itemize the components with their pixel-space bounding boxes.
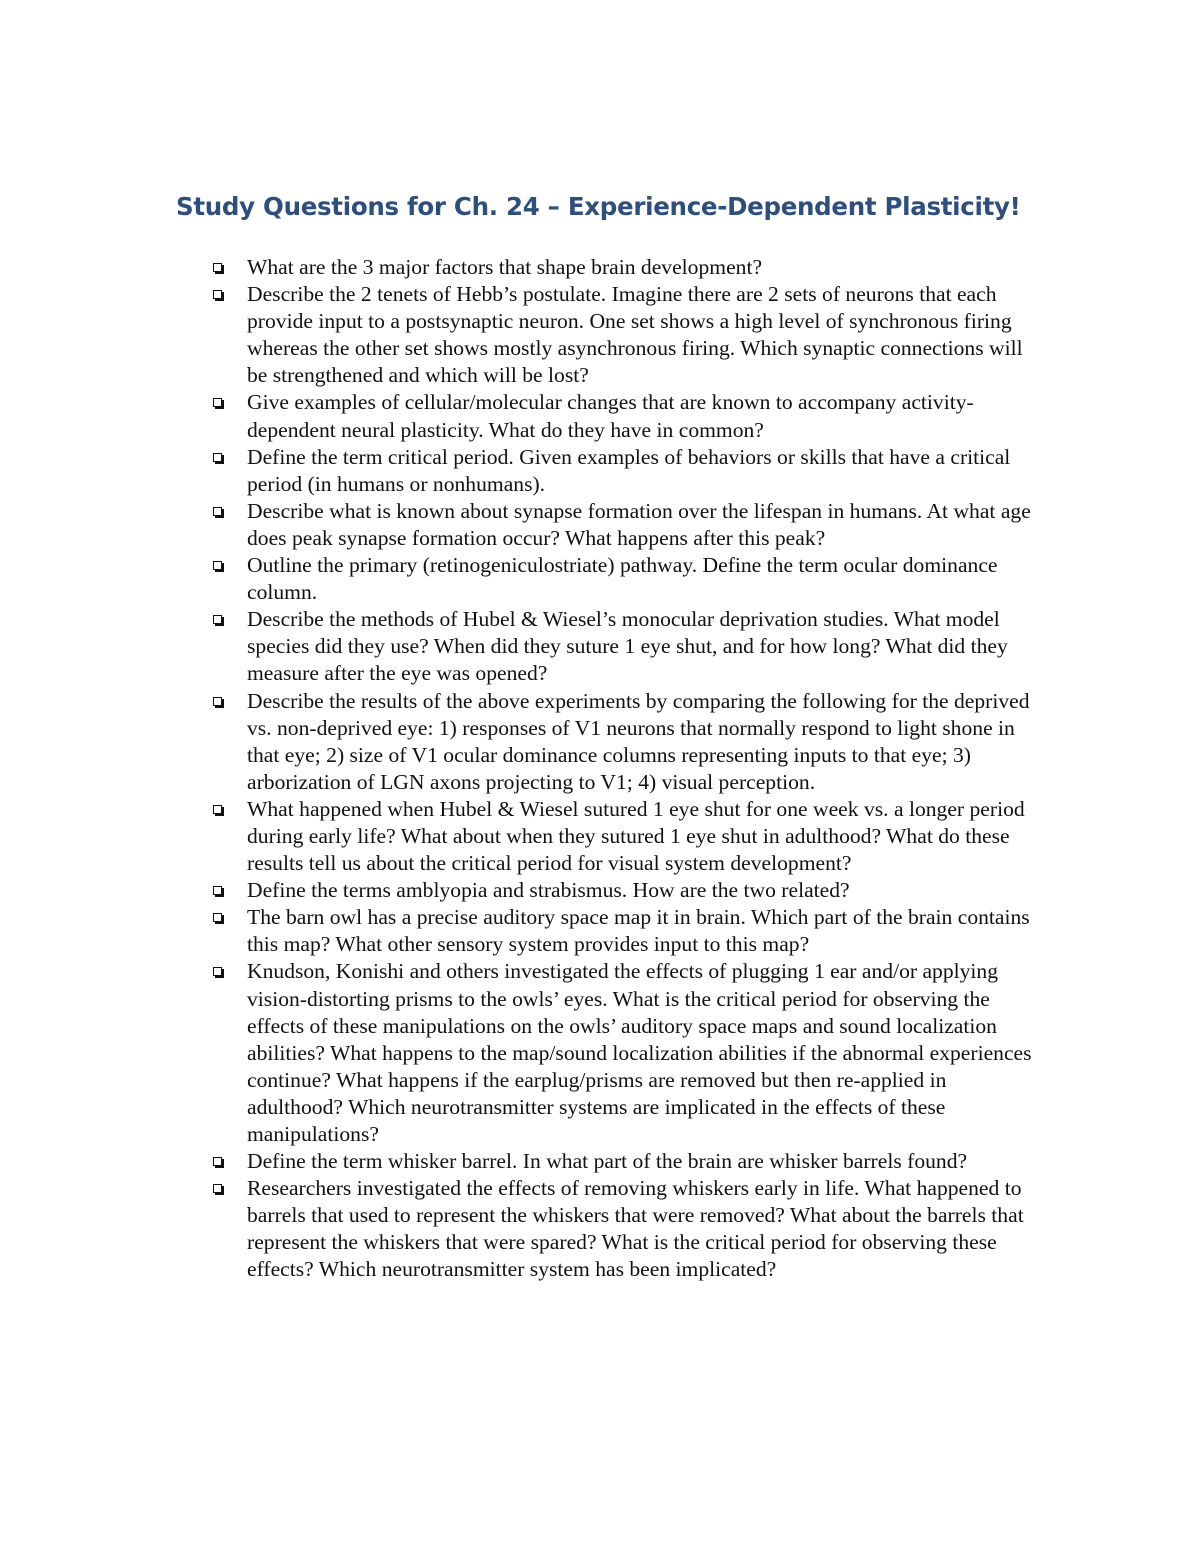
question-text: Define the term whisker barrel. In what part of the brain are whisker barrels found?: [247, 1149, 968, 1174]
question-text: Outline the primary (retinogeniculostriate) pathway. Define the term ocular dominance column.: [247, 553, 998, 605]
question-text: Give examples of cellular/molecular changes that are known to accompany activity-dependent neural plasticity. What do they have in common?: [247, 390, 974, 442]
square-bullet-icon: [213, 507, 222, 516]
document-title: Study Questions for Ch. 24 – Experience-Dependent Plasticity!: [176, 192, 1021, 221]
question-text: Describe the results of the above experiments by comparing the following for the deprived vs. non-deprived eye: 1) responses of V1 neurons that normally respond to light shone in that eye; 2) size of V1 ocular dominance columns representing inputs to that eye; 3) arborization of LGN axons projecting to V1; 4) visual perception.: [247, 688, 1030, 794]
question-item: [213, 444, 1033, 498]
question-item: [213, 958, 1033, 1148]
question-text: What are the 3 major factors that shape brain development?: [247, 255, 763, 279]
question-item: [213, 389, 1033, 443]
square-bullet-icon: [213, 453, 222, 462]
square-bullet-icon: [213, 561, 222, 570]
question-item: [213, 254, 1033, 281]
question-item: [213, 281, 1033, 389]
question-text: What happened when Hubel & Wiesel sutured 1 eye shut for one week vs. a longer period during early life? What about when they sutured 1 eye shut in adulthood? What do these results tell us about the critical period for visual system development?: [247, 796, 1025, 876]
square-bullet-icon: [213, 1184, 222, 1193]
square-bullet-icon: [213, 398, 222, 407]
question-item: [213, 877, 1033, 904]
question-text: The barn owl has a precise auditory space map it in brain. Which part of the brain contains this map? What other sensory system provides input to this map?: [247, 905, 1030, 957]
question-text: Describe what is known about synapse formation over the lifespan in humans. At what age does peak synapse formation occur? What happens after this peak?: [247, 498, 1031, 550]
question-list: [213, 254, 1033, 1284]
square-bullet-icon: [213, 615, 222, 624]
question-text: Describe the methods of Hubel & Wiesel’s monocular deprivation studies. What model species did they use? When did they suture 1 eye shut, and for how long? What did they measure after the eye was opened?: [247, 607, 1008, 686]
question-item: [213, 1175, 1033, 1283]
square-bullet-icon: [213, 805, 222, 814]
question-item: [213, 904, 1033, 958]
question-text: Describe the 2 tenets of Hebb’s postulate. Imagine there are 2 sets of neurons that each provide input to a postsynaptic neuron. One set shows a high level of synchronous firing whereas the other set shows mostly asynchronous firing. Which synaptic connections will be strengthened and which will be lost?: [247, 282, 1023, 388]
square-bullet-icon: [213, 1157, 222, 1166]
square-bullet-icon: [213, 290, 222, 299]
square-bullet-icon: [213, 263, 222, 272]
question-item: [213, 796, 1033, 877]
question-item: [213, 1148, 1033, 1175]
question-text: Researchers investigated the effects of removing whiskers early in life. What happened to barrels that used to represent the whiskers that were removed? What about the barrels that represent the whiskers that were spared? What is the critical period for observing these effects? Which neurotransmitter system has been implicated?: [247, 1176, 1024, 1282]
question-item: [213, 552, 1033, 606]
question-text: Define the terms amblyopia and strabismus. How are the two related?: [247, 878, 850, 903]
square-bullet-icon: [213, 697, 222, 706]
square-bullet-icon: [213, 886, 222, 895]
square-bullet-icon: [213, 967, 222, 976]
question-text: Define the term critical period. Given examples of behaviors or skills that have a critical period (in humans or nonhumans).: [247, 444, 1011, 496]
question-item: [213, 606, 1033, 687]
question-item: [213, 688, 1033, 796]
question-text: Knudson, Konishi and others investigated the effects of plugging 1 ear and/or applying vision-distorting prisms to the owls’ eyes. What is the critical period for observing the effects of these manipulations on the owls’ auditory space maps and sound localization abilities? What happens to the map/sound localization abilities if the abnormal experiences continue? What happens if the earplug/prisms are removed but then re-applied in adulthood? Which neurotransmitter systems are implicated in the effects of these manipulations?: [247, 959, 1032, 1146]
question-item: [213, 498, 1033, 552]
square-bullet-icon: [213, 913, 222, 922]
